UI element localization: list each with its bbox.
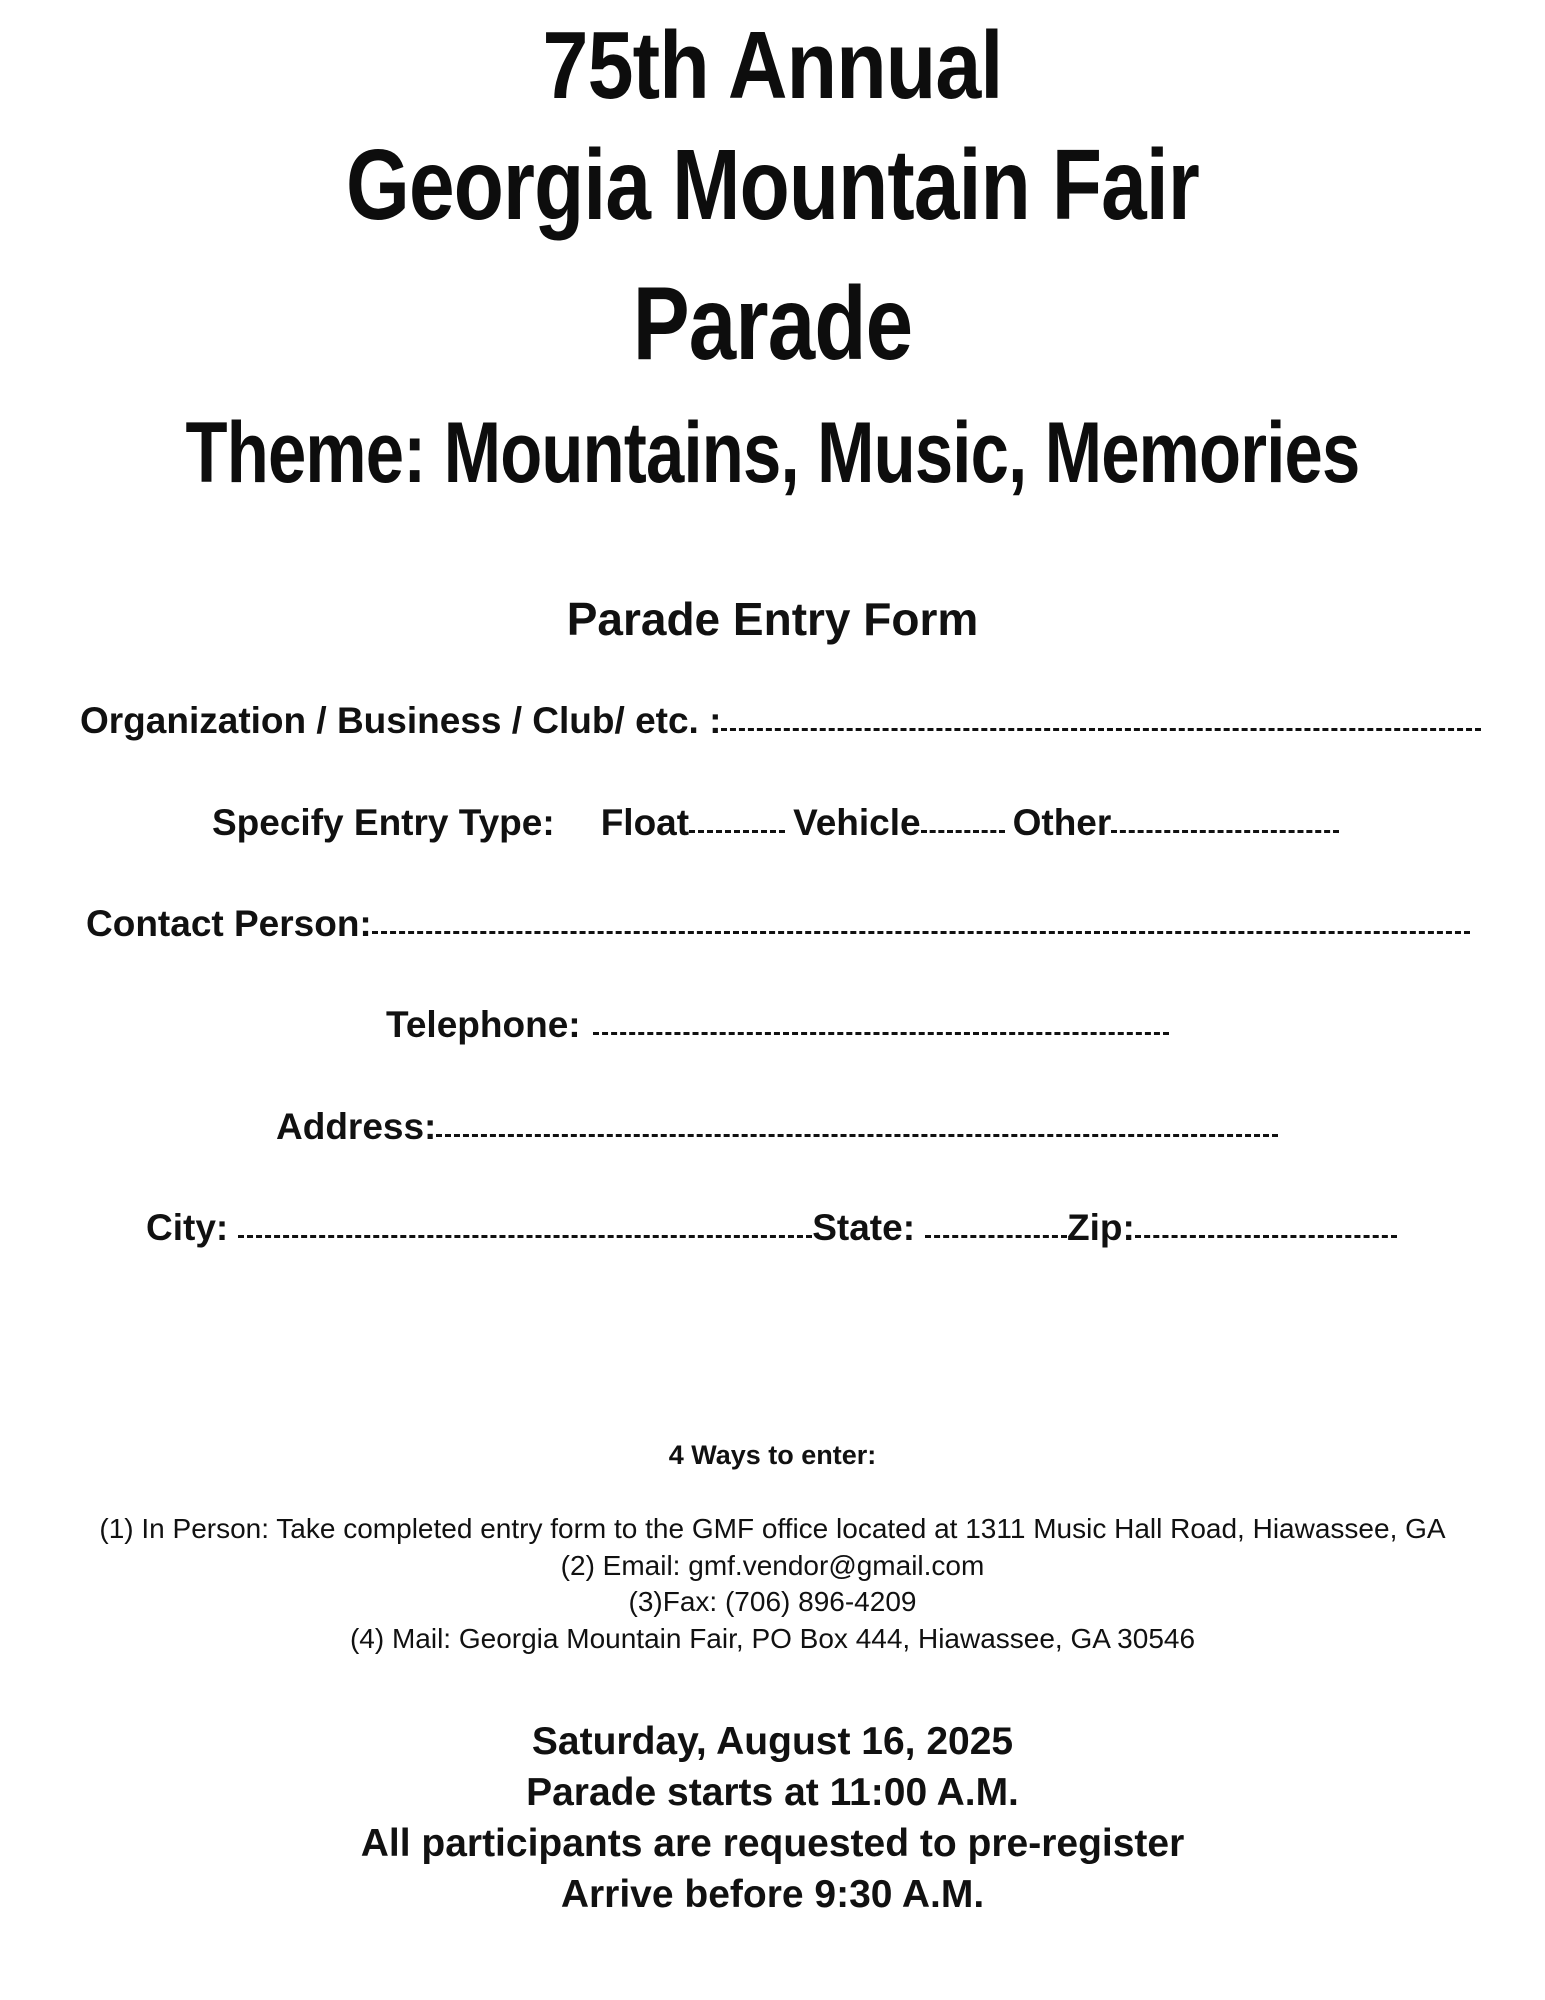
contact-field[interactable] [372,930,1470,934]
address-field[interactable] [436,1133,1278,1137]
entry-type-label: Specify Entry Type: [212,802,555,843]
state-field[interactable] [925,1234,1067,1238]
address-row [276,1106,1278,1148]
organization-label: Organization / Business / Club/ etc. : [80,700,722,741]
way-item: (4) Mail: Georgia Mountain Fair, PO Box 444, Hiawassee, GA 30546 [349,1623,1196,1654]
title-line-1: 75th Annual [542,12,1003,119]
way-item: (3)Fax: (706) 896-4209 [628,1586,917,1617]
event-date: Saturday, August 16, 2025 [531,1720,1014,1763]
telephone-label: Telephone: [386,1004,581,1045]
theme-line: Theme: Mountains, Music, Memories [185,405,1360,501]
preregister-note: All participants are requested to pre-register [360,1822,1185,1865]
city-field[interactable] [238,1234,812,1238]
city-state-zip-row [146,1207,1397,1249]
telephone-row [386,1004,1169,1046]
zip-label: Zip: [1067,1207,1135,1248]
way-item: (1) In Person: Take completed entry form to the GMF office located at 1311 Music Hall Road, Hiawassee, GA [99,1513,1446,1544]
float-field[interactable] [689,829,785,833]
vehicle-label: Vehicle [793,802,921,843]
float-label: Float [600,802,690,843]
entry-type-row [212,802,1339,844]
other-field[interactable] [1111,829,1339,833]
zip-field[interactable] [1135,1234,1397,1238]
title-line-2: Georgia Mountain Fair [346,129,1199,241]
form-title: Parade Entry Form [566,593,979,645]
contact-label: Contact Person: [86,903,372,944]
vehicle-field[interactable] [921,829,1005,833]
way-item: (2) Email: gmf.vendor@gmail.com [560,1550,985,1581]
address-label: Address: [276,1106,437,1147]
arrival-note: Arrive before 9:30 A.M. [560,1873,985,1916]
parade-start-time: Parade starts at 11:00 A.M. [526,1771,1019,1814]
telephone-field[interactable] [593,1031,1169,1035]
ways-heading: 4 Ways to enter: [668,1440,877,1470]
organization-field[interactable] [721,727,1481,731]
title-line-3: Parade [632,266,913,382]
city-label: City: [146,1207,229,1248]
title-line-2-wrap [0,129,1545,275]
other-label: Other [1012,802,1112,843]
contact-row [86,903,1470,945]
organization-row [80,700,1481,742]
state-label: State: [812,1207,916,1248]
